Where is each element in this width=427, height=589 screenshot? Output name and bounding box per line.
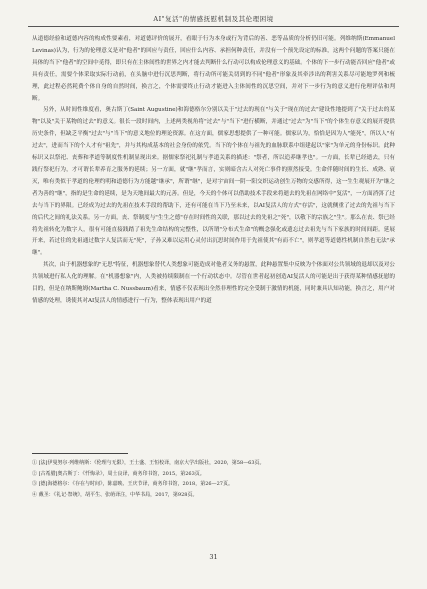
- paragraph: 另外，从时间性维度看，奥古斯丁(Saint Augustine)和海德格尔分别以关于"过去的现在"与关于"现在的过去"建设性地提到了"关于过去的某物"以及"关于某物的过去"的意义。很长一段时间内，上述两类视角将"过去"与"当下"进行横断，并通过"过去"为"当下"的个体生存意义的展开提供历史条件，但缺乏平衡"过去"与"当下"的意义地位的理论资源。在这方面，儒家思想提供了一种可能。儒家认为，恰恰是因为人"能死"，所以人"有过去"，进而当下的个人才有"祖先"，并与其构成基本的社会身份的依凭。当下的个体在与祖先的血脉联系中组建起以"家"为单元的身份标识。此种标识又以祭祀、丧葬和孝道等制度性机制显现出来。据儒家祭祀礼制与孝道关系的描述："祭者，所以追养继孝也"。一方面，长辈已经逝去，只有践行祭祀行为，才可谓长辈养育之服务的延续；另一方面，就"继"孝而言，实则暗含古人对死亡事件的照然接受。生命伴随时间的生长、成熟、衰灭，唯有类似于孝道的伦理约明和道德行为方能越"继承"，所谓"继"，是对宇宙间一阴一阳交织运动创生万物的交感所得，这一生生观展开为"继之者为善的"继"，指的是生命的延续，是为天地间最大的元善。但是，今天的个体可以借助技术手段来将逝去的先祖在网络中"复活"，一方面消弭了过去与当下的界限。已经成为过去的先祖在技术手段的帮助下，还有可能在当下乃至未来，以AI复活人的方式"存活"，这就侧重了过去的先祖与当下的后代之间的礼法关系。另一方面，丧、祭制度与"生生之德"存在时间性的关联，那以过去的先祖之"死"，以敬下的宗族之"生"。那么在丧、祭已经将先祖转化为数字人，很有可能直接践踏了祖先生命结构的完整性，以所谓"分布式生命"的概念强化或遗忘过去祖先与当下家族的时间间距。延展开来，若过往的先祖通过数字人复活而无"死"，子孙又难以运用心灵付出沉思时间作用于先祖使其"有而不亡"，则孝道等道德性机制自然也无法"承继"。: [32, 107, 395, 257]
- footnote-rule: [32, 453, 128, 454]
- footnote: ③ [德]海德格尔：《存在与时间》，陈嘉映、王庆节译，商务印书馆，2018，第26—27页。: [32, 481, 233, 488]
- footnotes: [32, 458, 395, 500]
- paragraph: 其次，由于机器想象的"无思"特征，机器想象替代人类想象可能造成对他者义务的悬置，此种悬置集中反映为个体面对公共领域的退却以及对公共领域进行私人化的理解。在"机器想象"内，人类被持续限制在一个行动状态中。尽管在世者起初创造AI复活人的可能是出于获得某种情感抚慰的目的，但是在纳斯鲍姆(Martha C. Nussbaum)看来，情感不仅表现出全然非理性的完全受制于激情的机能，同时兼具认知功能，换言之，用户对情感的处理，诱使其对AI复活人的情感进行一行为，整体表现出用户的道: [32, 262, 395, 304]
- body-text: [32, 34, 395, 308]
- page-number: 31: [209, 553, 218, 561]
- header-rule: [28, 26, 399, 27]
- paragraph: 从道德经验和道德内容的构成性要素看，对道德评价的展开，看眼于行为本身或行为背后的善、恶等品质的分析仍旧可能。列维纳斯(Emmanuel Levinas)认为，行为的伦理意义是对"他者"的回应与责任，回应什么内容、承担何种责任，并没有一个预先设定的标准，这两个问题的答案只能在具体的当下"他者"的空间中觅得，即只有在主体间性的世界之内才能去判断什么行动可以构成伦理意义的基础。个体的下一步行动能否回应"他者"或具有责任，需要个体采取实际行动前，在头脑中进行沉思判断，将行动所可能关切到的不同"他者"形象及其牵涉出的利害关系尽可能地罗列和梳理，此过程必然耗费个体自身的自然时间，换言之，个体需要终止行动才能进入主体间性的沉思空间，并对下一步行为的意义进行伦理评估和判断。: [32, 36, 395, 102]
- footnote: ① [法]伊曼努尔·列维纳斯：《伦理与无限》，王士盛、王恒校译，南京大学出版社，2020，第58—63页。: [32, 460, 265, 466]
- running-header: AI"复活"的情感抚慰机制及其伦理困境: [153, 15, 274, 23]
- footnote: ② [古希腊]奥古斯丁：《忏悔录》，周士良译，商务印书馆，2015，第263页。: [32, 470, 205, 477]
- footnote: ④ 戴圣：《礼记·祭统》，胡平生、张萌译注，中华书局，2017，第928页。: [32, 491, 198, 498]
